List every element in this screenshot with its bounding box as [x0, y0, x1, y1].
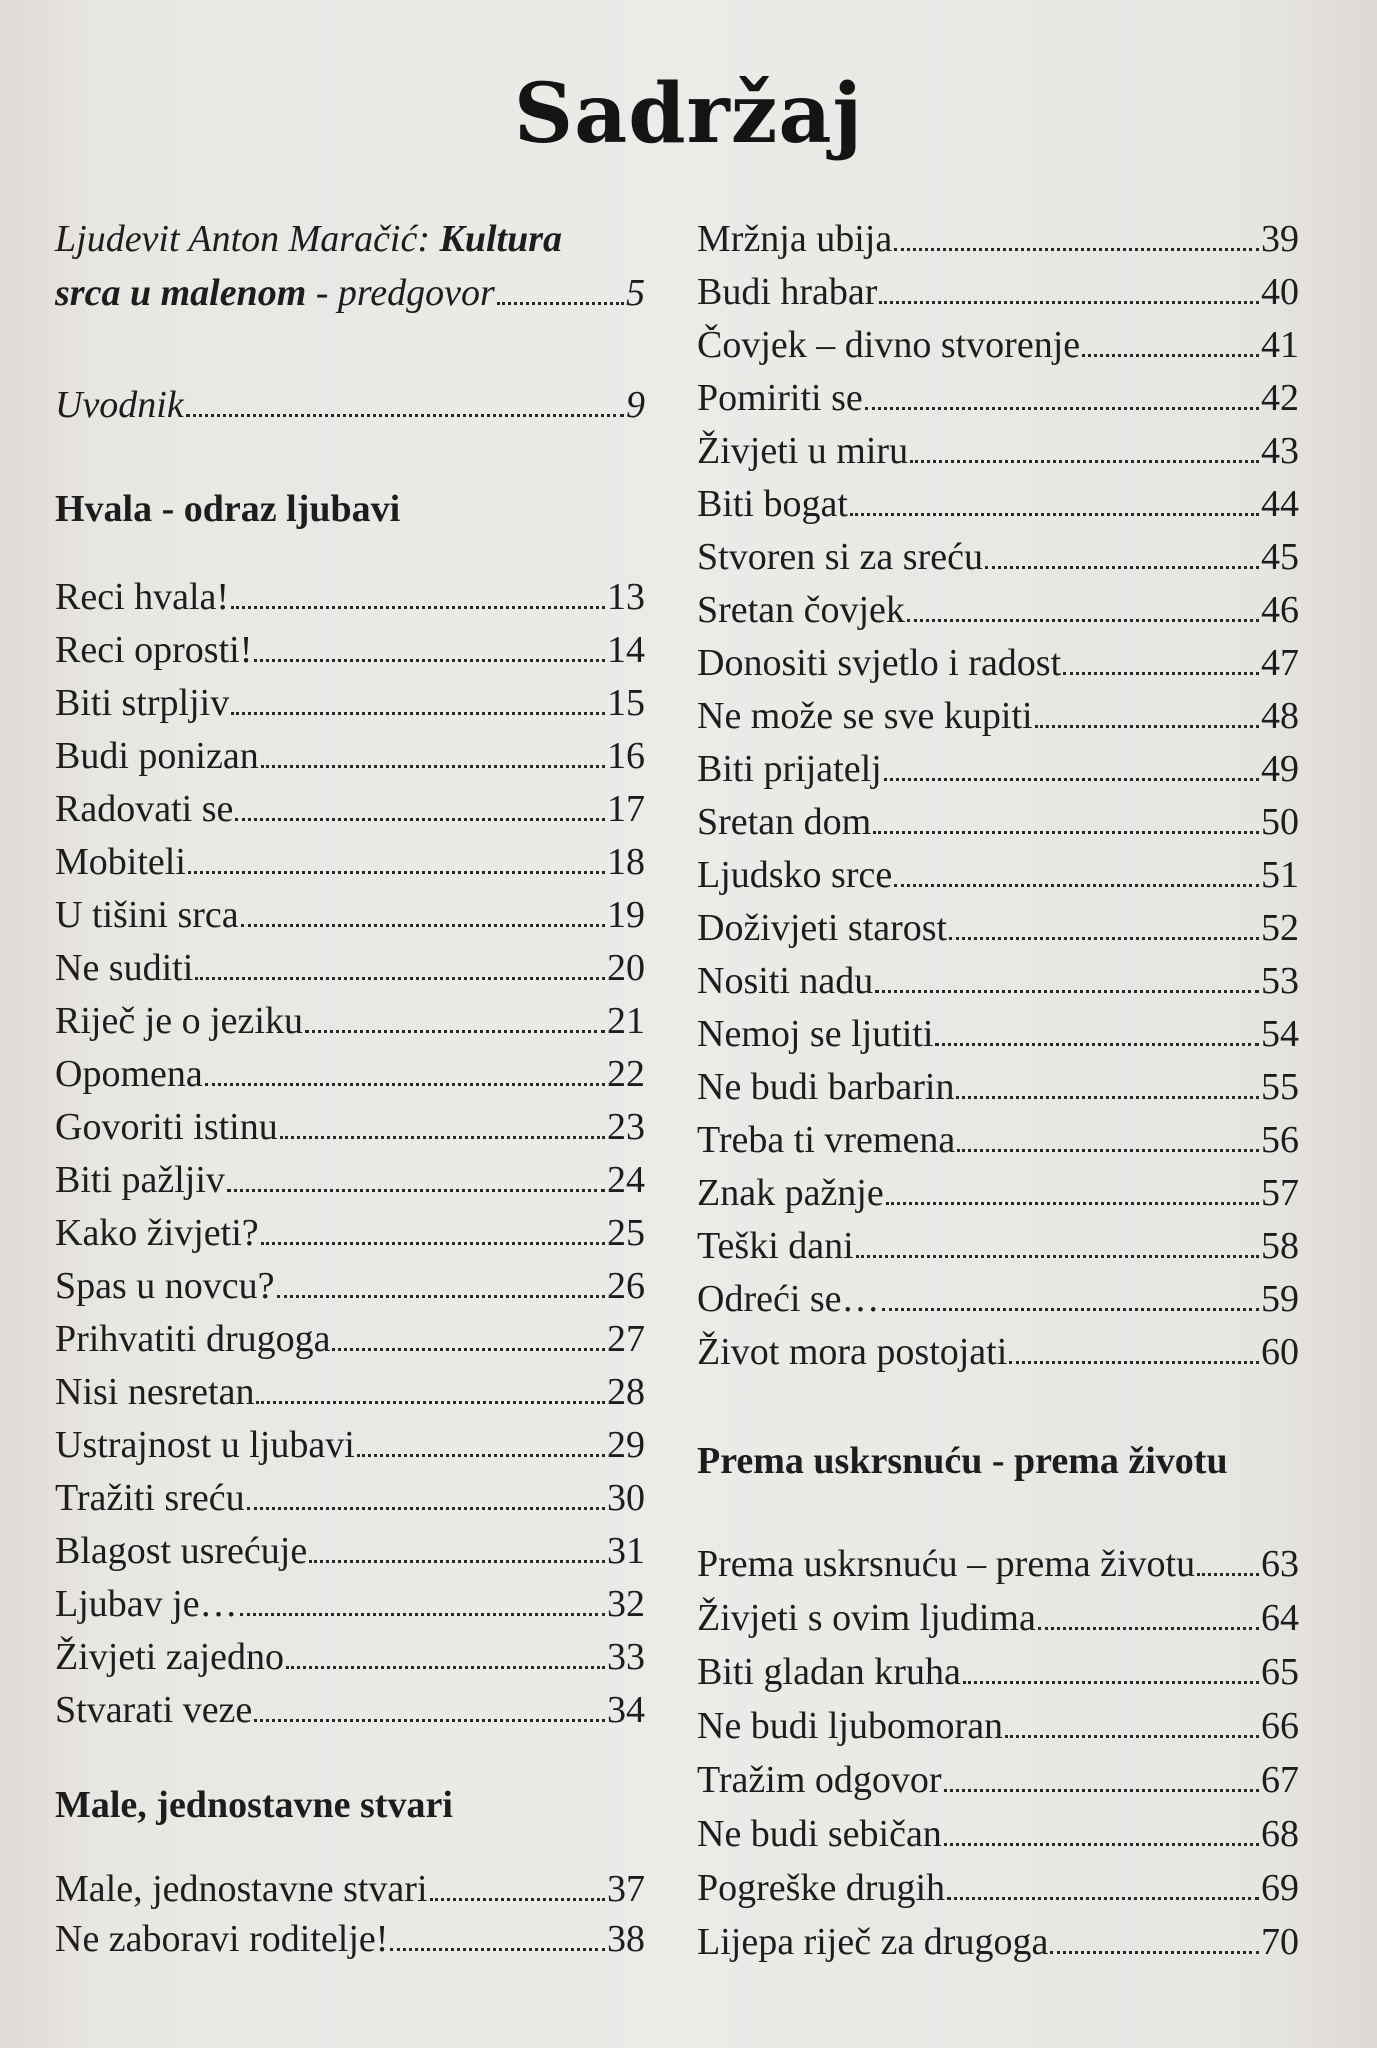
dot-leader: [186, 413, 624, 417]
toc-entry-page: 59: [1261, 1278, 1299, 1320]
toc-entry-label: Prihvatiti drugoga: [55, 1318, 331, 1360]
dot-leader: [1035, 724, 1259, 728]
toc-entry-label: Doživjeti starost: [697, 907, 948, 949]
toc-entry: [55, 1580, 645, 1628]
toc-entry-label: Kako živjeti?: [55, 1212, 259, 1254]
dot-leader: [1009, 1360, 1259, 1364]
toc-entry-label: Ljudsko srce: [697, 854, 893, 896]
dot-leader: [879, 300, 1259, 304]
toc-entry-label: U tišini srca: [55, 894, 239, 936]
toc-entry-label: Živjeti zajedno: [55, 1636, 284, 1678]
toc-entry-page: 33: [607, 1636, 645, 1678]
dot-leader: [261, 1241, 605, 1245]
toc-entry-label: Ne zaboravi roditelje!: [55, 1918, 389, 1960]
dot-leader: [1005, 1734, 1259, 1738]
dot-leader: [935, 1042, 1259, 1046]
toc-entry-page: 44: [1261, 483, 1299, 525]
dot-leader: [309, 1559, 605, 1563]
toc-entry-page: 60: [1261, 1331, 1299, 1373]
toc-entry-page: 25: [607, 1212, 645, 1254]
toc-entry: [55, 1156, 645, 1204]
toc-entry-page: 50: [1261, 801, 1299, 843]
dot-leader: [947, 1896, 1259, 1900]
toc-entry: [697, 480, 1299, 528]
toc-entry-label: Riječ je o jeziku: [55, 1000, 303, 1042]
dot-leader: [873, 830, 1259, 834]
foreword-title-part2: srca u malenom: [55, 272, 307, 314]
toc-entry-label: Reci hvala!: [55, 576, 230, 618]
toc-entry: [55, 1315, 645, 1363]
foreword-entry: [55, 269, 645, 317]
toc-entry-label: Nositi nadu: [697, 960, 874, 1002]
dot-leader: [205, 1082, 605, 1086]
dot-leader: [240, 1612, 605, 1616]
toc-entry-page: 47: [1261, 642, 1299, 684]
toc-entry: [697, 692, 1299, 740]
dot-leader: [390, 1947, 605, 1951]
toc-entry: [697, 1275, 1299, 1323]
toc-entry-page: 53: [1261, 960, 1299, 1002]
toc-entry-label: Mržnja ubija: [697, 218, 893, 260]
toc-entry: [55, 1865, 645, 1913]
toc-entry-label: Biti bogat: [697, 483, 848, 525]
toc-entry-page: 46: [1261, 589, 1299, 631]
toc-entry-page: 34: [607, 1689, 645, 1731]
toc-entry-label: Lijepa riječ za drugoga: [697, 1921, 1049, 1963]
toc-entry: [697, 586, 1299, 634]
dot-leader: [256, 1400, 605, 1404]
toc-entry: [697, 215, 1299, 263]
toc-entry: [55, 1262, 645, 1310]
toc-entry-page: 42: [1261, 377, 1299, 419]
toc-entry-page: 38: [607, 1918, 645, 1960]
toc-entry-page: 20: [607, 947, 645, 989]
toc-entry: [697, 1169, 1299, 1217]
toc-entry: [697, 798, 1299, 846]
dot-leader: [884, 777, 1259, 781]
toc-entry-page: 23: [607, 1106, 645, 1148]
toc-entry-label: Ljubav je…: [55, 1583, 238, 1625]
dot-leader: [956, 1095, 1259, 1099]
toc-entry: [55, 1209, 645, 1257]
toc-entry-label: Sretan dom: [697, 801, 872, 843]
toc-entry-label: Budi ponizan: [55, 735, 259, 777]
toc-entry: [697, 1702, 1299, 1750]
dot-leader: [231, 605, 605, 609]
toc-entry-label: Ustrajnost u ljubavi: [55, 1424, 355, 1466]
dot-leader: [882, 1307, 1259, 1311]
section-heading-hvala: Hvala - odraz ljubavi: [55, 488, 401, 530]
dot-leader: [1082, 353, 1259, 357]
dot-leader: [195, 976, 605, 980]
toc-entry: [697, 427, 1299, 475]
toc-entry: [55, 838, 645, 886]
toc-entry-page: 70: [1261, 1921, 1299, 1963]
toc-entry: [697, 1918, 1299, 1966]
toc-entry: [55, 1050, 645, 1098]
dot-leader: [286, 1665, 605, 1669]
foreword-line-1: [55, 215, 645, 263]
toc-entry-label: Radovati se: [55, 788, 234, 830]
toc-entry: [55, 626, 645, 674]
toc-entry: [55, 997, 645, 1045]
toc-entry-page: 40: [1261, 271, 1299, 313]
toc-entry-label: Biti gladan kruha: [697, 1651, 961, 1693]
dot-leader: [254, 1718, 605, 1722]
toc-entry: [697, 1116, 1299, 1164]
dot-leader: [957, 1148, 1259, 1152]
toc-entry: [697, 851, 1299, 899]
toc-entry-label: Govoriti istinu: [55, 1106, 278, 1148]
toc-entry: [55, 679, 645, 727]
dot-leader: [305, 1029, 605, 1033]
dot-leader: [235, 817, 605, 821]
toc-entry-label: Spas u novcu?: [55, 1265, 275, 1307]
toc-entry-page: 27: [607, 1318, 645, 1360]
toc-entry-label: Stvarati veze: [55, 1689, 253, 1731]
dot-leader: [280, 1135, 605, 1139]
toc-entry-label: Mobiteli: [55, 841, 186, 883]
foreword-title-part3: - predgovor: [315, 272, 495, 314]
toc-entry: [697, 1222, 1299, 1270]
toc-entry: [697, 1864, 1299, 1912]
section-heading-prema: Prema uskrsnuću - prema životu: [697, 1440, 1228, 1482]
toc-entry-page: 18: [607, 841, 645, 883]
toc-entry: [55, 1633, 645, 1681]
toc-entry: [55, 732, 645, 780]
toc-entry-label: Nemoj se ljutiti: [697, 1013, 934, 1055]
foreword-page: 5: [626, 272, 645, 314]
toc-entry-page: 56: [1261, 1119, 1299, 1161]
toc-entry: [697, 1540, 1299, 1588]
uvodnik-label: Uvodnik: [55, 384, 184, 426]
toc-entry: [697, 957, 1299, 1005]
toc-entry-page: 45: [1261, 536, 1299, 578]
toc-entry: [697, 321, 1299, 369]
toc-entry-page: 14: [607, 629, 645, 671]
dot-leader: [247, 1506, 605, 1510]
toc-entry-label: Pogreške drugih: [697, 1867, 946, 1909]
toc-entry-label: Čovjek – divno stvorenje: [697, 324, 1081, 366]
toc-entry: [55, 1368, 645, 1416]
toc-entry-page: 19: [607, 894, 645, 936]
toc-entry-label: Ne budi barbarin: [697, 1066, 955, 1108]
dot-leader: [910, 459, 1259, 463]
toc-entry-page: 66: [1261, 1705, 1299, 1747]
toc-entry: [55, 891, 645, 939]
toc-entry-page: 43: [1261, 430, 1299, 472]
dot-leader: [241, 923, 605, 927]
toc-entry-label: Ne budi ljubomoran: [697, 1705, 1004, 1747]
toc-entry-page: 29: [607, 1424, 645, 1466]
toc-entry-label: Teški dani: [697, 1225, 854, 1267]
toc-entry-page: 68: [1261, 1813, 1299, 1855]
toc-entry-label: Biti strpljiv: [55, 682, 230, 724]
toc-entry-page: 22: [607, 1053, 645, 1095]
section-heading-male: Male, jednostavne stvari: [55, 1784, 453, 1826]
dot-leader: [886, 1201, 1259, 1205]
dot-leader: [254, 658, 605, 662]
toc-entry: [55, 573, 645, 621]
toc-entry: [697, 1810, 1299, 1858]
toc-entry-label: Tražiti sreću: [55, 1477, 245, 1519]
toc-entry-page: 30: [607, 1477, 645, 1519]
dot-leader: [188, 870, 605, 874]
toc-entry-page: 69: [1261, 1867, 1299, 1909]
toc-entry-page: 17: [607, 788, 645, 830]
toc-entry-page: 28: [607, 1371, 645, 1413]
toc-entry-page: 15: [607, 682, 645, 724]
toc-entry-page: 32: [607, 1583, 645, 1625]
toc-entry: [697, 1594, 1299, 1642]
dot-leader: [1063, 671, 1259, 675]
toc-entry-label: Reci oprosti!: [55, 629, 253, 671]
dot-leader: [261, 764, 605, 768]
toc-entry-page: 64: [1261, 1597, 1299, 1639]
dot-leader: [944, 1788, 1259, 1792]
toc-entry-label: Budi hrabar: [697, 271, 878, 313]
dot-leader: [1197, 1572, 1259, 1576]
toc-entry-label: Pomiriti se: [697, 377, 863, 419]
toc-entry: [55, 1421, 645, 1469]
dot-leader: [894, 247, 1259, 251]
toc-entry-page: 57: [1261, 1172, 1299, 1214]
dot-leader: [227, 1188, 605, 1192]
toc-entry-page: 48: [1261, 695, 1299, 737]
page-title: Sadržaj: [513, 66, 864, 162]
toc-entry: [55, 785, 645, 833]
toc-entry: [55, 944, 645, 992]
toc-entry-page: 58: [1261, 1225, 1299, 1267]
toc-entry-page: 49: [1261, 748, 1299, 790]
dot-leader: [856, 1254, 1259, 1258]
foreword-title-part1: Kultura: [439, 218, 563, 260]
dot-leader: [357, 1453, 605, 1457]
toc-entry-label: Stvoren si za sreću: [697, 536, 983, 578]
toc-entry-page: 63: [1261, 1543, 1299, 1585]
toc-entry-page: 67: [1261, 1759, 1299, 1801]
toc-entry: [697, 1010, 1299, 1058]
toc-entry-label: Prema uskrsnuću – prema životu: [697, 1543, 1196, 1585]
toc-entry-page: 24: [607, 1159, 645, 1201]
toc-entry-page: 16: [607, 735, 645, 777]
toc-entry-label: Opomena: [55, 1053, 203, 1095]
toc-entry-label: Ne budi sebičan: [697, 1813, 942, 1855]
toc-entry-page: 52: [1261, 907, 1299, 949]
toc-entry-page: 55: [1261, 1066, 1299, 1108]
dot-leader: [1038, 1626, 1259, 1630]
toc-entry-page: 37: [607, 1868, 645, 1910]
toc-entry: [697, 533, 1299, 581]
dot-leader: [850, 512, 1259, 516]
dot-leader: [865, 406, 1259, 410]
toc-entry-label: Ne suditi: [55, 947, 194, 989]
toc-entry: [55, 1103, 645, 1151]
toc-entry: [697, 1756, 1299, 1804]
toc-entry-label: Treba ti vremena: [697, 1119, 956, 1161]
toc-entry-page: 65: [1261, 1651, 1299, 1693]
toc-entry: [55, 1915, 645, 1963]
toc-entry-label: Donositi svjetlo i radost: [697, 642, 1062, 684]
toc-entry-label: Biti prijatelj: [697, 748, 882, 790]
toc-entry-page: 21: [607, 1000, 645, 1042]
toc-entry-label: Male, jednostavne stvari: [55, 1868, 428, 1910]
dot-leader: [497, 301, 624, 305]
dot-leader: [332, 1347, 605, 1351]
toc-entry-uvodnik: [55, 381, 645, 429]
toc-entry-label: Živjeti s ovim ljudima: [697, 1597, 1036, 1639]
dot-leader: [430, 1897, 605, 1901]
toc-entry: [697, 904, 1299, 952]
toc-entry: [697, 374, 1299, 422]
toc-entry: [55, 1474, 645, 1522]
foreword-author: Ljudevit Anton Maračić:: [55, 218, 431, 260]
toc-entry-page: 41: [1261, 324, 1299, 366]
dot-leader: [875, 989, 1259, 993]
toc-entry: [697, 1328, 1299, 1376]
toc-entry: [697, 1063, 1299, 1111]
toc-entry-label: Sretan čovjek: [697, 589, 905, 631]
toc-entry: [697, 1648, 1299, 1696]
dot-leader: [949, 936, 1259, 940]
toc-entry: [697, 268, 1299, 316]
toc-entry: [697, 745, 1299, 793]
toc-entry-page: 39: [1261, 218, 1299, 260]
toc-entry-page: 13: [607, 576, 645, 618]
dot-leader: [907, 618, 1259, 622]
toc-entry-label: Biti pažljiv: [55, 1159, 225, 1201]
toc-entry-label: Ne može se sve kupiti: [697, 695, 1033, 737]
toc-entry: [55, 1686, 645, 1734]
toc-entry-label: Živjeti u miru: [697, 430, 909, 472]
toc-entry-label: Blagost usrećuje: [55, 1530, 308, 1572]
uvodnik-page: 9: [626, 384, 645, 426]
dot-leader: [277, 1294, 605, 1298]
toc-entry-label: Znak pažnje: [697, 1172, 884, 1214]
toc-entry-label: Tražim odgovor: [697, 1759, 942, 1801]
dot-leader: [894, 883, 1259, 887]
toc-entry-page: 51: [1261, 854, 1299, 896]
dot-leader: [231, 711, 605, 715]
toc-entry-page: 54: [1261, 1013, 1299, 1055]
toc-entry: [697, 639, 1299, 687]
toc-entry-page: 26: [607, 1265, 645, 1307]
toc-entry-label: Život mora postojati: [697, 1331, 1008, 1373]
toc-entry: [55, 1527, 645, 1575]
toc-entry-label: Nisi nesretan: [55, 1371, 255, 1413]
dot-leader: [985, 565, 1259, 569]
toc-entry-label: Odreći se…: [697, 1278, 880, 1320]
dot-leader: [963, 1680, 1259, 1684]
dot-leader: [1050, 1950, 1259, 1954]
dot-leader: [944, 1842, 1259, 1846]
toc-entry-page: 31: [607, 1530, 645, 1572]
